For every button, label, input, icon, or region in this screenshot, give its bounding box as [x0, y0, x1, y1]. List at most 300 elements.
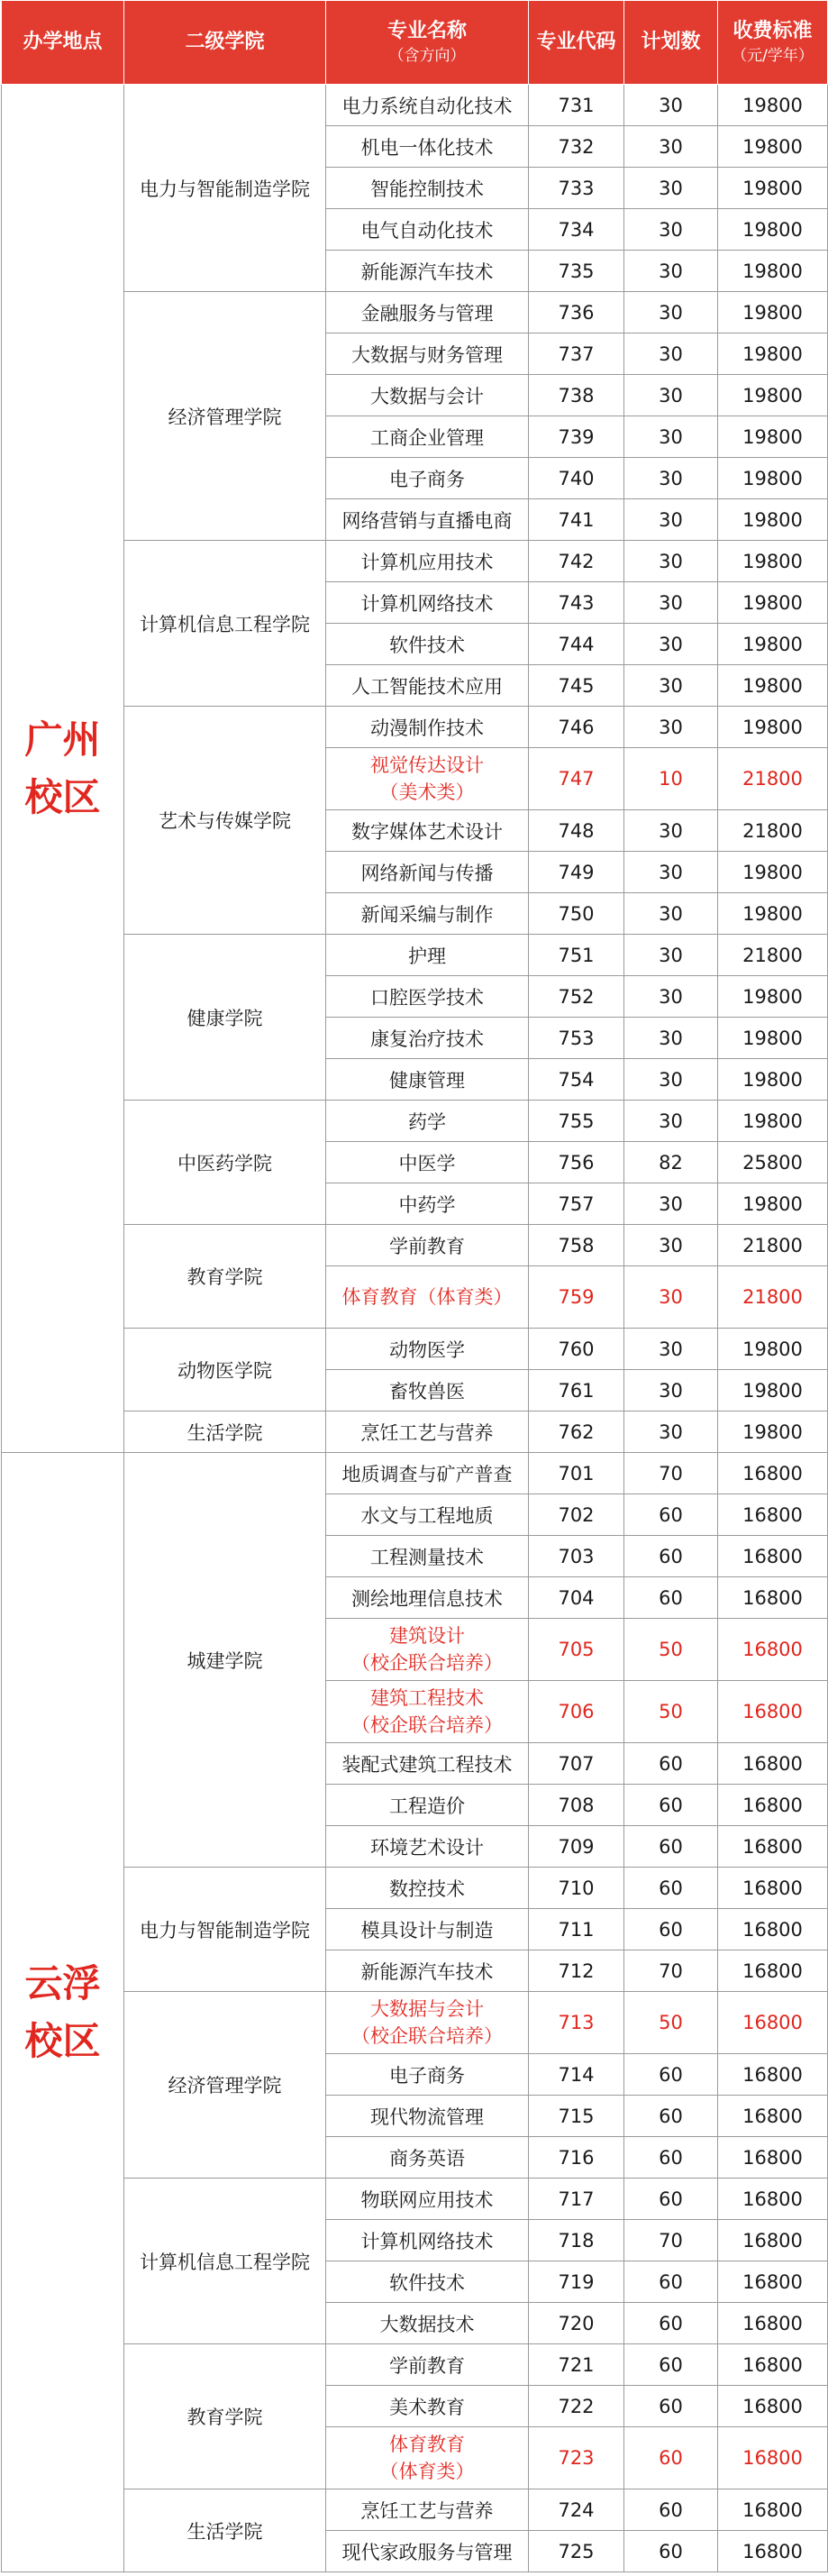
code-cell: 742 — [529, 541, 624, 582]
major-cell — [326, 2096, 529, 2137]
plan-cell: 30 — [624, 375, 718, 416]
major-cell — [326, 126, 529, 168]
plan-cell: 50 — [624, 1619, 718, 1681]
code-cell: 738 — [529, 375, 624, 416]
table-row — [2, 1868, 828, 1909]
major-name-note: （校企联合培养） — [351, 1714, 503, 1736]
major-name: 计算机应用技术 — [360, 551, 494, 573]
major-cell — [326, 707, 529, 748]
plan-cell: 30 — [624, 893, 718, 935]
major-cell — [326, 375, 529, 416]
major-name: 中药学 — [398, 1193, 456, 1216]
fee-cell: 19800 — [718, 416, 828, 458]
major-name: 大数据与会计 — [370, 1998, 484, 2020]
code-cell: 733 — [529, 168, 624, 209]
fee-cell: 19800 — [718, 624, 828, 665]
major-name: 计算机网络技术 — [360, 592, 494, 615]
major-cell — [326, 935, 529, 976]
major-name: 人工智能技术应用 — [351, 675, 503, 698]
major-name: 动漫制作技术 — [370, 717, 484, 739]
plan-cell: 60 — [624, 2261, 718, 2303]
major-name-note: （美术类） — [379, 781, 475, 803]
plan-cell: 60 — [624, 2386, 718, 2427]
fee-cell: 19800 — [718, 1018, 828, 1059]
code-cell: 744 — [529, 624, 624, 665]
fee-cell: 16800 — [718, 1826, 828, 1868]
major-cell — [326, 893, 529, 935]
table-row — [2, 1453, 828, 1494]
plan-cell: 30 — [624, 624, 718, 665]
major-cell — [326, 85, 529, 126]
table-row — [2, 1329, 828, 1370]
code-cell: 757 — [529, 1183, 624, 1225]
code-cell: 755 — [529, 1101, 624, 1142]
fee-cell: 16800 — [718, 1619, 828, 1681]
major-name: 新闻采编与制作 — [360, 903, 494, 926]
fee-cell: 19800 — [718, 251, 828, 292]
plan-cell: 30 — [624, 935, 718, 976]
plan-cell: 60 — [624, 2489, 718, 2531]
table-row — [2, 935, 828, 976]
plan-cell: 50 — [624, 1681, 718, 1743]
major-cell — [326, 541, 529, 582]
major-name: 护理 — [408, 945, 446, 967]
college-cell: 动物医学院 — [124, 1329, 326, 1411]
code-cell: 759 — [529, 1266, 624, 1329]
code-cell: 708 — [529, 1785, 624, 1826]
code-cell: 707 — [529, 1743, 624, 1785]
code-cell: 732 — [529, 126, 624, 168]
major-name: 物联网应用技术 — [360, 2188, 494, 2211]
fee-cell: 16800 — [718, 2054, 828, 2096]
major-name: 电气自动化技术 — [360, 219, 494, 242]
table-row — [2, 707, 828, 748]
major-cell — [326, 2531, 529, 2572]
plan-cell: 30 — [624, 1370, 718, 1411]
plan-cell: 30 — [624, 665, 718, 707]
code-cell: 748 — [529, 810, 624, 852]
plan-cell: 30 — [624, 810, 718, 852]
major-cell — [326, 1868, 529, 1909]
plan-cell: 30 — [624, 976, 718, 1018]
major-name: 金融服务与管理 — [360, 302, 494, 324]
major-cell — [326, 2054, 529, 2096]
major-name: 电子商务 — [389, 468, 465, 490]
major-cell — [326, 748, 529, 810]
code-cell: 712 — [529, 1950, 624, 1992]
fee-cell: 19800 — [718, 1329, 828, 1370]
plan-cell: 60 — [624, 1577, 718, 1619]
code-cell: 719 — [529, 2261, 624, 2303]
table-row — [2, 2179, 828, 2220]
major-cell — [326, 499, 529, 541]
fee-cell: 16800 — [718, 2386, 828, 2427]
major-name: 体育教育（体育类） — [341, 1286, 513, 1308]
major-name: 现代家政服务与管理 — [341, 2541, 513, 2563]
plan-cell: 60 — [624, 2054, 718, 2096]
major-cell — [326, 2220, 529, 2261]
major-cell — [326, 1826, 529, 1868]
major-name-note: （体育类） — [379, 2461, 475, 2482]
plan-cell: 30 — [624, 333, 718, 375]
code-cell: 721 — [529, 2344, 624, 2386]
major-name: 软件技术 — [389, 634, 465, 656]
college-cell: 健康学院 — [124, 935, 326, 1101]
code-cell: 702 — [529, 1494, 624, 1536]
major-name: 工程测量技术 — [370, 1546, 484, 1568]
code-cell: 714 — [529, 2054, 624, 2096]
major-name: 畜牧兽医 — [389, 1380, 465, 1402]
major-cell — [326, 1101, 529, 1142]
major-name: 测绘地理信息技术 — [351, 1587, 503, 1610]
plan-cell: 60 — [624, 1868, 718, 1909]
code-cell: 751 — [529, 935, 624, 976]
fee-cell: 16800 — [718, 1536, 828, 1577]
plan-cell: 30 — [624, 852, 718, 893]
plan-cell: 60 — [624, 1536, 718, 1577]
code-cell: 706 — [529, 1681, 624, 1743]
code-cell: 709 — [529, 1826, 624, 1868]
college-cell: 中医药学院 — [124, 1101, 326, 1225]
table-row — [2, 1101, 828, 1142]
table-row — [2, 85, 828, 126]
major-name: 数控技术 — [389, 1877, 465, 1900]
code-cell: 715 — [529, 2096, 624, 2137]
plan-cell: 60 — [624, 1826, 718, 1868]
code-cell: 737 — [529, 333, 624, 375]
code-cell: 750 — [529, 893, 624, 935]
code-cell: 734 — [529, 209, 624, 251]
fee-cell: 16800 — [718, 1453, 828, 1494]
code-cell: 717 — [529, 2179, 624, 2220]
fee-cell: 19800 — [718, 665, 828, 707]
code-cell: 722 — [529, 2386, 624, 2427]
major-cell — [326, 852, 529, 893]
fee-cell: 19800 — [718, 85, 828, 126]
plan-cell: 60 — [624, 2531, 718, 2572]
fee-cell: 16800 — [718, 1577, 828, 1619]
major-name: 视觉传达设计 — [370, 754, 484, 776]
fee-cell: 19800 — [718, 126, 828, 168]
header-row — [2, 1, 828, 85]
code-cell: 761 — [529, 1370, 624, 1411]
college-cell: 生活学院 — [124, 1411, 326, 1453]
header-fee: 收费标准 （元/学年） — [718, 1, 828, 85]
fee-cell: 21800 — [718, 810, 828, 852]
fee-cell: 16800 — [718, 2344, 828, 2386]
plan-cell: 30 — [624, 168, 718, 209]
table-row — [2, 2489, 828, 2531]
plan-cell: 70 — [624, 1453, 718, 1494]
major-name: 建筑设计 — [389, 1625, 465, 1647]
code-cell: 725 — [529, 2531, 624, 2572]
code-cell: 760 — [529, 1329, 624, 1370]
plan-cell: 30 — [624, 1059, 718, 1101]
code-cell: 762 — [529, 1411, 624, 1453]
code-cell: 718 — [529, 2220, 624, 2261]
fee-cell: 19800 — [718, 1183, 828, 1225]
major-cell — [326, 168, 529, 209]
major-cell — [326, 1453, 529, 1494]
major-name: 软件技术 — [389, 2271, 465, 2294]
fee-cell: 19800 — [718, 1411, 828, 1453]
major-name: 康复治疗技术 — [370, 1028, 484, 1050]
plan-cell: 30 — [624, 85, 718, 126]
code-cell: 741 — [529, 499, 624, 541]
code-cell: 736 — [529, 292, 624, 333]
major-name-note: （校企联合培养） — [351, 1652, 503, 1674]
fee-cell: 19800 — [718, 209, 828, 251]
code-cell: 745 — [529, 665, 624, 707]
header-campus: 办学地点 — [2, 1, 124, 85]
major-cell — [326, 1494, 529, 1536]
code-cell: 746 — [529, 707, 624, 748]
college-cell: 生活学院 — [124, 2489, 326, 2572]
major-cell — [326, 458, 529, 499]
fee-cell: 16800 — [718, 2489, 828, 2531]
college-cell: 经济管理学院 — [124, 1992, 326, 2179]
major-name: 水文与工程地质 — [360, 1504, 494, 1527]
fee-cell: 21800 — [718, 935, 828, 976]
header-plan: 计划数 — [624, 1, 718, 85]
plan-cell: 30 — [624, 416, 718, 458]
code-cell: 740 — [529, 458, 624, 499]
fee-cell: 16800 — [718, 1743, 828, 1785]
plan-cell: 30 — [624, 1101, 718, 1142]
college-cell: 计算机信息工程学院 — [124, 2179, 326, 2344]
plan-cell: 30 — [624, 292, 718, 333]
major-name: 新能源汽车技术 — [360, 1960, 494, 1983]
fee-cell: 16800 — [718, 2427, 828, 2489]
code-cell: 716 — [529, 2137, 624, 2179]
fee-cell: 16800 — [718, 2137, 828, 2179]
major-cell — [326, 1183, 529, 1225]
major-cell — [326, 1142, 529, 1183]
fee-cell: 19800 — [718, 893, 828, 935]
major-cell — [326, 1411, 529, 1453]
fee-cell: 19800 — [718, 582, 828, 624]
major-cell — [326, 2137, 529, 2179]
fee-cell: 19800 — [718, 852, 828, 893]
plan-cell: 30 — [624, 126, 718, 168]
major-cell — [326, 2179, 529, 2220]
code-cell: 731 — [529, 85, 624, 126]
major-cell — [326, 624, 529, 665]
fee-cell: 16800 — [718, 1992, 828, 2054]
fee-cell: 21800 — [718, 1225, 828, 1266]
plan-cell: 30 — [624, 541, 718, 582]
code-cell: 743 — [529, 582, 624, 624]
code-cell: 754 — [529, 1059, 624, 1101]
header-fee-sub: （元/学年） — [732, 47, 814, 65]
major-name: 装配式建筑工程技术 — [341, 1753, 513, 1776]
table-row — [2, 1411, 828, 1453]
enrollment-table — [1, 0, 828, 2572]
code-cell: 723 — [529, 2427, 624, 2489]
major-name: 烹饪工艺与营养 — [360, 2499, 494, 2522]
major-cell — [326, 582, 529, 624]
campus-cell: 云浮校区 — [2, 1453, 124, 2572]
code-cell: 756 — [529, 1142, 624, 1183]
campus-cell: 广州校区 — [2, 85, 124, 1453]
plan-cell: 60 — [624, 1785, 718, 1826]
table-row — [2, 541, 828, 582]
major-name: 美术教育 — [389, 2396, 465, 2418]
fee-cell: 16800 — [718, 2303, 828, 2344]
table-row — [2, 1225, 828, 1266]
code-cell: 713 — [529, 1992, 624, 2054]
fee-cell: 19800 — [718, 1370, 828, 1411]
major-name: 大数据技术 — [379, 2313, 475, 2335]
major-cell — [326, 665, 529, 707]
major-cell — [326, 810, 529, 852]
plan-cell: 60 — [624, 2137, 718, 2179]
college-cell: 电力与智能制造学院 — [124, 1868, 326, 1992]
fee-cell: 16800 — [718, 1950, 828, 1992]
major-name: 电力系统自动化技术 — [341, 95, 513, 117]
code-cell: 701 — [529, 1453, 624, 1494]
major-cell — [326, 1536, 529, 1577]
major-name: 现代物流管理 — [370, 2106, 484, 2128]
major-name: 电子商务 — [389, 2064, 465, 2087]
major-name: 学前教育 — [389, 1235, 465, 1257]
code-cell: 747 — [529, 748, 624, 810]
plan-cell: 30 — [624, 707, 718, 748]
major-name: 建筑工程技术 — [370, 1687, 484, 1709]
plan-cell: 60 — [624, 1909, 718, 1950]
code-cell: 724 — [529, 2489, 624, 2531]
major-cell — [326, 209, 529, 251]
code-cell: 749 — [529, 852, 624, 893]
plan-cell: 60 — [624, 2303, 718, 2344]
fee-cell: 16800 — [718, 2179, 828, 2220]
major-name: 烹饪工艺与营养 — [360, 1421, 494, 1444]
major-cell — [326, 1681, 529, 1743]
plan-cell: 30 — [624, 1329, 718, 1370]
major-name: 数字媒体艺术设计 — [351, 820, 503, 843]
fee-cell: 16800 — [718, 1909, 828, 1950]
major-cell — [326, 2344, 529, 2386]
fee-cell: 16800 — [718, 1681, 828, 1743]
header-code: 专业代码 — [529, 1, 624, 85]
fee-cell: 19800 — [718, 458, 828, 499]
fee-cell: 19800 — [718, 1059, 828, 1101]
fee-cell: 16800 — [718, 2220, 828, 2261]
major-name: 机电一体化技术 — [360, 136, 494, 159]
major-name: 网络营销与直播电商 — [341, 509, 513, 532]
major-cell — [326, 416, 529, 458]
college-cell: 电力与智能制造学院 — [124, 85, 326, 292]
major-cell — [326, 2427, 529, 2489]
plan-cell: 70 — [624, 1950, 718, 1992]
code-cell: 711 — [529, 1909, 624, 1950]
fee-cell: 25800 — [718, 1142, 828, 1183]
plan-cell: 30 — [624, 1018, 718, 1059]
table-row — [2, 2344, 828, 2386]
plan-cell: 10 — [624, 748, 718, 810]
code-cell: 753 — [529, 1018, 624, 1059]
code-cell: 720 — [529, 2303, 624, 2344]
major-cell — [326, 2489, 529, 2531]
code-cell: 752 — [529, 976, 624, 1018]
table-body — [2, 85, 828, 2572]
header-major-sub: （含方向） — [388, 47, 466, 65]
fee-cell: 21800 — [718, 1266, 828, 1329]
plan-cell: 60 — [624, 2179, 718, 2220]
major-name: 大数据与会计 — [370, 385, 484, 407]
major-cell — [326, 1370, 529, 1411]
code-cell: 710 — [529, 1868, 624, 1909]
header-college: 二级学院 — [124, 1, 326, 85]
code-cell: 758 — [529, 1225, 624, 1266]
major-name: 体育教育 — [389, 2434, 465, 2455]
major-name: 健康管理 — [389, 1069, 465, 1092]
plan-cell: 82 — [624, 1142, 718, 1183]
major-cell — [326, 1950, 529, 1992]
major-cell — [326, 1619, 529, 1681]
major-cell — [326, 292, 529, 333]
fee-cell: 21800 — [718, 748, 828, 810]
major-name-note: （校企联合培养） — [351, 2025, 503, 2047]
fee-cell: 19800 — [718, 976, 828, 1018]
plan-cell: 50 — [624, 1992, 718, 2054]
major-cell — [326, 2261, 529, 2303]
code-cell: 703 — [529, 1536, 624, 1577]
major-name: 新能源汽车技术 — [360, 260, 494, 283]
plan-cell: 30 — [624, 1411, 718, 1453]
table-row — [2, 292, 828, 333]
plan-cell: 60 — [624, 2344, 718, 2386]
major-name: 工程造价 — [389, 1795, 465, 1817]
major-name: 动物医学 — [389, 1338, 465, 1361]
code-cell: 704 — [529, 1577, 624, 1619]
college-cell: 教育学院 — [124, 1225, 326, 1329]
code-cell: 739 — [529, 416, 624, 458]
fee-cell: 19800 — [718, 168, 828, 209]
major-name: 计算机网络技术 — [360, 2230, 494, 2252]
fee-cell: 16800 — [718, 1868, 828, 1909]
major-cell — [326, 1266, 529, 1329]
plan-cell: 30 — [624, 582, 718, 624]
plan-cell: 60 — [624, 1494, 718, 1536]
code-cell: 735 — [529, 251, 624, 292]
fee-cell: 19800 — [718, 541, 828, 582]
major-name: 工商企业管理 — [370, 426, 484, 449]
plan-cell: 30 — [624, 1183, 718, 1225]
major-cell — [326, 333, 529, 375]
major-cell — [326, 2386, 529, 2427]
fee-cell: 19800 — [718, 707, 828, 748]
fee-cell: 19800 — [718, 292, 828, 333]
fee-cell: 16800 — [718, 1494, 828, 1536]
major-cell — [326, 1909, 529, 1950]
fee-cell: 16800 — [718, 2531, 828, 2572]
major-name: 药学 — [408, 1110, 446, 1133]
header-major: 专业名称 （含方向） — [326, 1, 529, 85]
code-cell: 705 — [529, 1619, 624, 1681]
major-cell — [326, 251, 529, 292]
major-cell — [326, 1743, 529, 1785]
major-cell — [326, 2303, 529, 2344]
plan-cell: 30 — [624, 458, 718, 499]
major-cell — [326, 1225, 529, 1266]
college-cell: 艺术与传媒学院 — [124, 707, 326, 935]
fee-cell: 19800 — [718, 1101, 828, 1142]
major-name: 地质调查与矿产普查 — [341, 1463, 513, 1485]
fee-cell: 19800 — [718, 333, 828, 375]
plan-cell: 30 — [624, 1225, 718, 1266]
plan-cell: 60 — [624, 1743, 718, 1785]
